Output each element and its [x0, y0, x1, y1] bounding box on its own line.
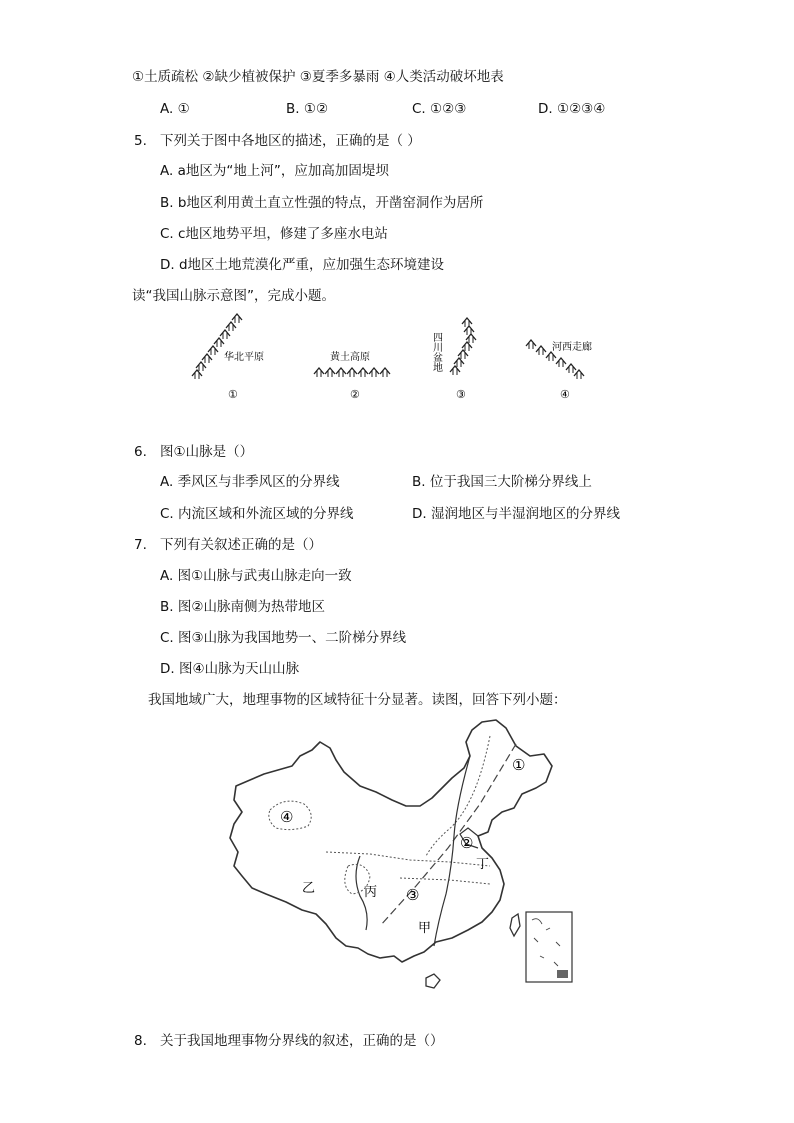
mountain-panel-2 — [314, 350, 390, 401]
question-number: 6. — [134, 444, 147, 460]
option-a: A. 季风区与非季风区的分界线 — [160, 474, 340, 490]
figure-label: 黄土高原 — [330, 352, 370, 363]
map-label: ② — [460, 834, 474, 852]
option-b: B. 图②山脉南侧为热带地区 — [160, 599, 325, 615]
dashed-diagonal-line — [380, 744, 516, 926]
option-a: A. a地区为“地上河”，应加高加固堤坝 — [160, 163, 389, 179]
figure-number: ① — [228, 388, 238, 401]
map-label: 丙 — [364, 885, 378, 900]
question-number: 8. — [134, 1033, 147, 1049]
south-china-sea-inset — [526, 912, 572, 982]
china-outline-map — [220, 716, 580, 994]
option-d: D. d地区土地荒漠化严重，应加强生态环境建设 — [160, 257, 445, 273]
question-stem: 下列有关叙述正确的是（） — [160, 537, 322, 553]
mountain-schematic-figure — [180, 312, 610, 407]
option-b: B. 位于我国三大阶梯分界线上 — [412, 474, 592, 490]
dotted-line-qinling — [326, 852, 490, 866]
question-number: 5. — [134, 133, 147, 149]
option-d: D. 图④山脉为天山山脉 — [160, 661, 300, 677]
map-label: 乙 — [302, 881, 316, 896]
dotted-line-ne — [426, 736, 490, 856]
option-b: B. ①② — [286, 101, 329, 117]
figure-label: 华北平原 — [224, 352, 264, 363]
hainan-island — [426, 974, 440, 988]
option-c: C. 图③山脉为我国地势一、二阶梯分界线 — [160, 630, 407, 646]
option-c: C. 内流区域和外流区域的分界线 — [160, 506, 354, 522]
taiwan-island — [510, 914, 520, 936]
question-stem: 下列关于图中各地区的描述，正确的是（ ） — [160, 133, 421, 149]
mountain-panel-4 — [526, 340, 592, 401]
china-border — [230, 720, 552, 962]
section-intro: 我国地域广大，地理事物的区域特征十分显著。读图，回答下列小题： — [148, 692, 567, 708]
figure-number: ④ — [560, 388, 570, 401]
option-c: C. ①②③ — [412, 101, 467, 117]
question-stem: 关于我国地理事物分界线的叙述，正确的是（） — [160, 1033, 444, 1049]
map-label: 丁 — [476, 857, 490, 872]
question-stem: 图①山脉是（） — [160, 444, 254, 460]
section-intro: 读“我国山脉示意图”，完成小题。 — [132, 288, 335, 304]
map-label: 甲 — [418, 921, 432, 936]
option-d: D. 湿润地区与半湿润地区的分界线 — [412, 506, 620, 522]
question-number: 7. — [134, 537, 147, 553]
figure-label: 河西走廊 — [552, 342, 592, 353]
map-label: ③ — [406, 886, 420, 904]
option-b: B. b地区利用黄土直立性强的特点，开凿窑洞作为居所 — [160, 195, 484, 211]
map-label: ① — [512, 756, 526, 774]
dotted-line-south — [400, 878, 490, 884]
mountain-panel-3 — [431, 318, 477, 401]
option-a: A. 图①山脉与武夷山脉走向一致 — [160, 568, 352, 584]
option-a: A. ① — [160, 101, 190, 117]
map-label: ④ — [280, 808, 294, 826]
figure-number: ② — [350, 388, 360, 401]
option-c: C. c地区地势平坦，修建了多座水电站 — [160, 226, 388, 242]
factor-list: ①土质疏松 ②缺少植被保护 ③夏季多暴雨 ④人类活动破坏地表 — [132, 69, 504, 85]
figure-label: 四川盆地 — [430, 332, 442, 372]
option-d: D. ①②③④ — [538, 101, 606, 117]
figure-number: ③ — [456, 388, 466, 401]
mountain-panel-1 — [192, 314, 264, 401]
